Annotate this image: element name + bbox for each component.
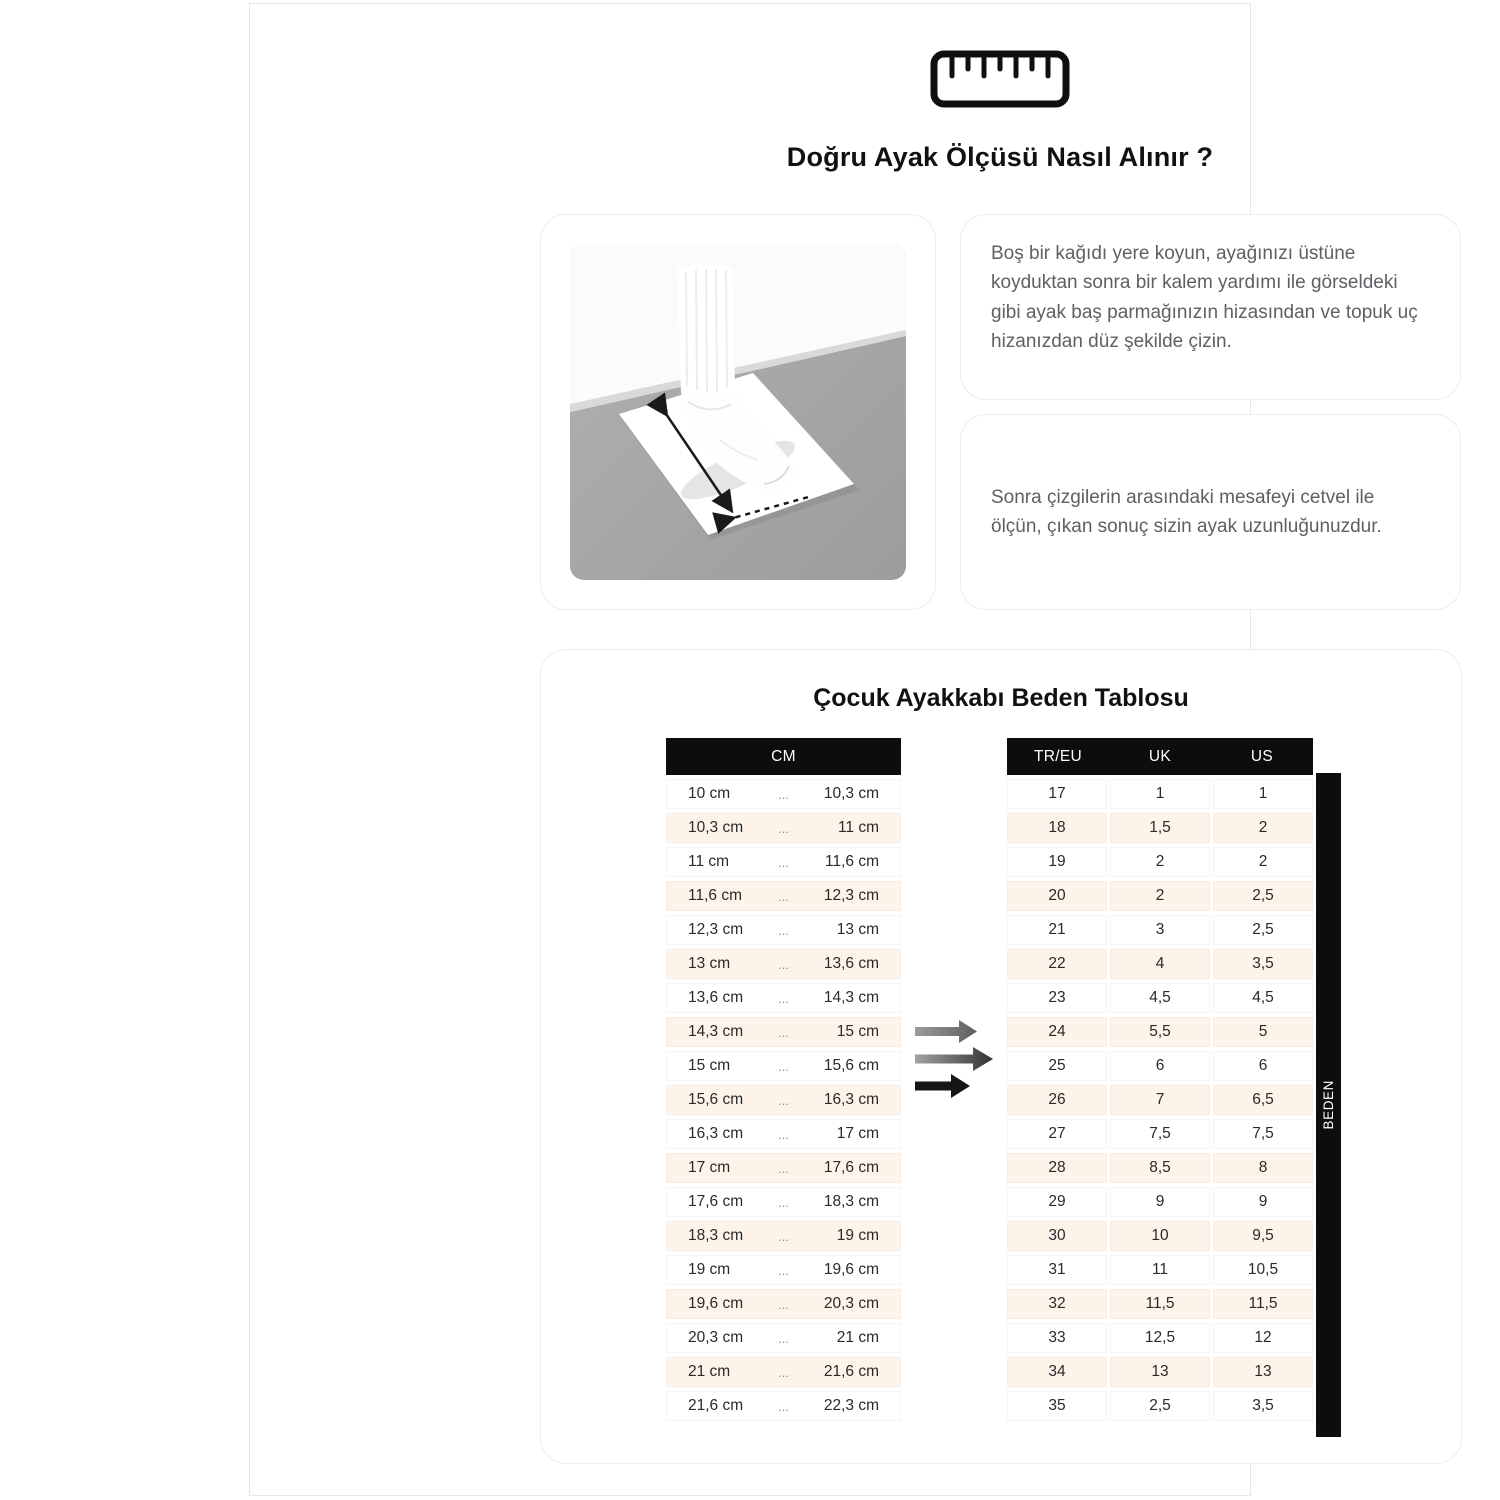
range-dots: ... <box>778 1228 789 1244</box>
cm-to-value: 14,3 cm <box>823 989 879 1006</box>
uk-value: 10 <box>1110 1221 1210 1251</box>
cm-range-row <box>666 1221 901 1251</box>
cm-range-row <box>666 1017 901 1047</box>
uk-value: 12,5 <box>1110 1323 1210 1353</box>
foot-measurement-photo <box>570 244 906 580</box>
range-dots: ... <box>778 1160 789 1176</box>
us-value: 2 <box>1213 847 1313 877</box>
cm-table-body <box>666 779 901 1421</box>
cm-range-row <box>666 1289 901 1319</box>
us-value: 6,5 <box>1213 1085 1313 1115</box>
cm-range-row <box>666 779 901 809</box>
cm-from-value: 15 cm <box>688 1057 731 1074</box>
cm-from-value: 11,6 cm <box>688 887 742 904</box>
conversion-table-body <box>1007 779 1313 1421</box>
us-value: 2,5 <box>1213 915 1313 945</box>
tr-eu-value: 22 <box>1007 949 1107 979</box>
uk-value: 4,5 <box>1110 983 1210 1013</box>
us-value: 9,5 <box>1213 1221 1313 1251</box>
us-value: 3,5 <box>1213 1391 1313 1421</box>
cm-to-value: 21,6 cm <box>823 1363 879 1380</box>
tr-eu-value: 19 <box>1007 847 1107 877</box>
cm-range-row <box>666 1051 901 1081</box>
tr-eu-value: 27 <box>1007 1119 1107 1149</box>
tr-eu-value: 20 <box>1007 881 1107 911</box>
tr-eu-value: 21 <box>1007 915 1107 945</box>
cm-range-row <box>666 1255 901 1285</box>
size-conversion-row <box>1007 949 1313 979</box>
size-conversion-row <box>1007 983 1313 1013</box>
instruction-card-2 <box>960 414 1461 610</box>
header-us: US <box>1250 747 1274 765</box>
cm-range-row <box>666 915 901 945</box>
uk-value: 9 <box>1110 1187 1210 1217</box>
us-value: 11,5 <box>1213 1289 1313 1319</box>
tr-eu-value: 34 <box>1007 1357 1107 1387</box>
us-value: 9 <box>1213 1187 1313 1217</box>
cm-to-value: 13,6 cm <box>823 955 879 972</box>
cm-range-row <box>666 949 901 979</box>
tr-eu-value: 29 <box>1007 1187 1107 1217</box>
uk-value: 1 <box>1110 779 1210 809</box>
cm-range-row <box>666 1391 901 1421</box>
cm-to-value: 13 cm <box>836 921 879 938</box>
size-conversion-row <box>1007 813 1313 843</box>
size-conversion-row <box>1007 1085 1313 1115</box>
size-conversion-row <box>1007 1017 1313 1047</box>
range-dots: ... <box>778 888 789 904</box>
range-dots: ... <box>778 922 789 938</box>
size-conversion-row <box>1007 915 1313 945</box>
size-conversion-row <box>1007 1051 1313 1081</box>
uk-value: 11,5 <box>1110 1289 1210 1319</box>
uk-value: 5,5 <box>1110 1017 1210 1047</box>
size-table-card <box>540 649 1462 1464</box>
triple-right-arrows-icon <box>913 1016 1005 1102</box>
us-value: 2,5 <box>1213 881 1313 911</box>
cm-to-value: 16,3 cm <box>823 1091 879 1108</box>
cm-table-header: CM <box>666 738 901 775</box>
tr-eu-value: 33 <box>1007 1323 1107 1353</box>
range-dots: ... <box>778 1262 789 1278</box>
range-dots: ... <box>778 1024 789 1040</box>
size-conversion-row <box>1007 881 1313 911</box>
range-dots: ... <box>778 1364 789 1380</box>
size-conversion-row <box>1007 847 1313 877</box>
tr-eu-value: 26 <box>1007 1085 1107 1115</box>
beden-side-bar <box>1316 773 1341 1437</box>
tr-eu-value: 18 <box>1007 813 1107 843</box>
cm-from-value: 21 cm <box>688 1363 731 1380</box>
range-dots: ... <box>778 1126 789 1142</box>
us-value: 1 <box>1213 779 1313 809</box>
range-dots: ... <box>778 1092 789 1108</box>
cm-from-value: 11 cm <box>688 853 730 870</box>
range-dots: ... <box>778 1194 789 1210</box>
cm-from-value: 15,6 cm <box>688 1091 744 1108</box>
range-dots: ... <box>778 1330 789 1346</box>
tr-eu-value: 24 <box>1007 1017 1107 1047</box>
ruler-icon <box>250 50 1500 113</box>
measurement-photo-card <box>540 214 936 610</box>
cm-to-value: 20,3 cm <box>823 1295 879 1312</box>
cm-to-value: 10,3 cm <box>823 785 879 802</box>
cm-from-value: 19 cm <box>688 1261 731 1278</box>
page-title: Doğru Ayak Ölçüsü Nasıl Alınır ? <box>786 142 1214 172</box>
uk-value: 7,5 <box>1110 1119 1210 1149</box>
cm-to-value: 21 cm <box>836 1329 879 1346</box>
uk-value: 3 <box>1110 915 1210 945</box>
instruction-text-2: Sonra çizgilerin arasındaki mesafeyi cetvel ile ölçün, çıkan sonuç sizin ayak uzunluğunuzdur. <box>991 486 1382 537</box>
conversion-table-header <box>1007 738 1313 775</box>
uk-value: 4 <box>1110 949 1210 979</box>
cm-range-row <box>666 1153 901 1183</box>
range-dots: ... <box>778 956 789 972</box>
uk-value: 8,5 <box>1110 1153 1210 1183</box>
size-table-title: Çocuk Ayakkabı Beden Tablosu <box>813 684 1189 712</box>
tr-eu-value: 30 <box>1007 1221 1107 1251</box>
us-value: 5 <box>1213 1017 1313 1047</box>
uk-value: 2 <box>1110 881 1210 911</box>
size-conversion-row <box>1007 1323 1313 1353</box>
uk-value: 7 <box>1110 1085 1210 1115</box>
cm-from-value: 10 cm <box>688 785 731 802</box>
us-value: 4,5 <box>1213 983 1313 1013</box>
cm-range-row <box>666 1187 901 1217</box>
us-value: 12 <box>1213 1323 1313 1353</box>
cm-range-row <box>666 1323 901 1353</box>
cm-to-value: 15 cm <box>836 1023 879 1040</box>
tr-eu-value: 23 <box>1007 983 1107 1013</box>
size-conversion-row <box>1007 779 1313 809</box>
cm-range-row <box>666 847 901 877</box>
instruction-text-1: Boş bir kağıdı yere koyun, ayağınızı üstüne koyduktan sonra bir kalem yardımı ile görseldeki gibi ayak baş parmağınızın hizasından ve topuk uç hizanızdan düz şekilde çizin. <box>991 243 1418 353</box>
size-conversion-row <box>1007 1221 1313 1251</box>
uk-value: 13 <box>1110 1357 1210 1387</box>
uk-value: 11 <box>1110 1255 1210 1285</box>
range-dots: ... <box>778 1296 789 1312</box>
cm-from-value: 18,3 cm <box>688 1227 744 1244</box>
us-value: 7,5 <box>1213 1119 1313 1149</box>
us-value: 10,5 <box>1213 1255 1313 1285</box>
cm-range-row <box>666 881 901 911</box>
beden-label: BEDEN <box>1321 1080 1336 1130</box>
cm-from-value: 12,3 cm <box>688 921 744 938</box>
us-value: 6 <box>1213 1051 1313 1081</box>
page-card <box>249 3 1418 1496</box>
cm-to-value: 11,6 cm <box>825 853 879 870</box>
cm-to-value: 19,6 cm <box>823 1261 879 1278</box>
tr-eu-value: 28 <box>1007 1153 1107 1183</box>
us-value: 13 <box>1213 1357 1313 1387</box>
cm-to-value: 18,3 cm <box>823 1193 879 1210</box>
tr-eu-value: 35 <box>1007 1391 1107 1421</box>
instruction-card-1 <box>960 214 1461 400</box>
cm-from-value: 20,3 cm <box>688 1329 744 1346</box>
uk-value: 2,5 <box>1110 1391 1210 1421</box>
cm-to-value: 15,6 cm <box>823 1057 879 1074</box>
size-conversion-row <box>1007 1255 1313 1285</box>
cm-range-row <box>666 1357 901 1387</box>
us-value: 8 <box>1213 1153 1313 1183</box>
us-value: 3,5 <box>1213 949 1313 979</box>
cm-range-row <box>666 983 901 1013</box>
cm-from-value: 21,6 cm <box>688 1397 744 1414</box>
cm-to-value: 19 cm <box>836 1227 879 1244</box>
cm-to-value: 17 cm <box>836 1125 879 1142</box>
cm-from-value: 13 cm <box>688 955 731 972</box>
cm-from-value: 16,3 cm <box>688 1125 744 1142</box>
range-dots: ... <box>778 990 789 1006</box>
size-conversion-row <box>1007 1153 1313 1183</box>
tr-eu-value: 17 <box>1007 779 1107 809</box>
us-value: 2 <box>1213 813 1313 843</box>
cm-from-value: 14,3 cm <box>688 1023 744 1040</box>
tr-eu-value: 25 <box>1007 1051 1107 1081</box>
header-tr-eu: TR/EU <box>1034 747 1082 765</box>
tr-eu-value: 31 <box>1007 1255 1107 1285</box>
range-dots: ... <box>778 820 789 836</box>
cm-to-value: 12,3 cm <box>823 887 879 904</box>
range-dots: ... <box>778 1058 789 1074</box>
cm-from-value: 13,6 cm <box>688 989 744 1006</box>
cm-from-value: 19,6 cm <box>688 1295 744 1312</box>
tr-eu-value: 32 <box>1007 1289 1107 1319</box>
cm-to-value: 17,6 cm <box>823 1159 879 1176</box>
uk-value: 1,5 <box>1110 813 1210 843</box>
size-conversion-row <box>1007 1289 1313 1319</box>
size-conversion-row <box>1007 1357 1313 1387</box>
cm-range-row <box>666 813 901 843</box>
size-conversion-row <box>1007 1119 1313 1149</box>
conversion-table <box>1007 738 1313 1425</box>
cm-range-row <box>666 1085 901 1115</box>
range-dots: ... <box>778 854 789 870</box>
cm-from-value: 17,6 cm <box>688 1193 744 1210</box>
uk-value: 2 <box>1110 847 1210 877</box>
cm-table <box>666 738 901 1425</box>
cm-to-value: 22,3 cm <box>823 1397 879 1414</box>
size-conversion-row <box>1007 1187 1313 1217</box>
range-dots: ... <box>778 786 789 802</box>
header-uk: UK <box>1148 747 1172 765</box>
cm-range-row <box>666 1119 901 1149</box>
uk-value: 6 <box>1110 1051 1210 1081</box>
size-conversion-row <box>1007 1391 1313 1421</box>
range-dots: ... <box>778 1398 789 1414</box>
cm-from-value: 10,3 cm <box>688 819 744 836</box>
cm-from-value: 17 cm <box>688 1159 731 1176</box>
cm-to-value: 11 cm <box>837 819 879 836</box>
